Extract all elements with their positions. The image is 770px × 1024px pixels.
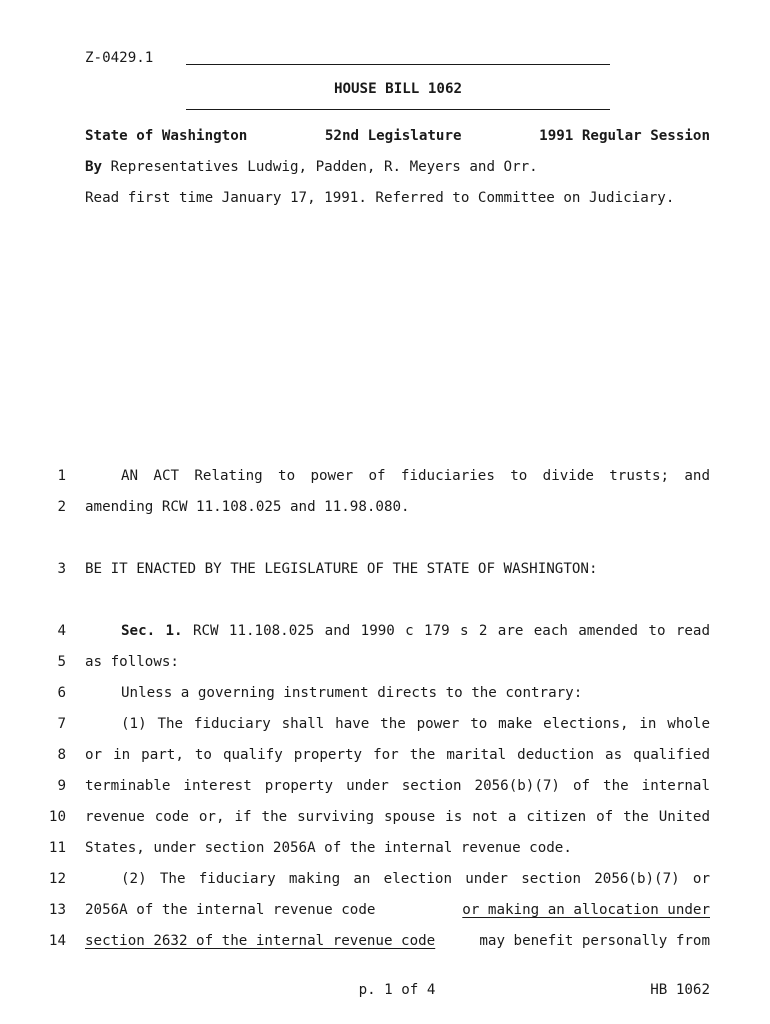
line-text: as follows:: [85, 654, 179, 670]
body-line: [85, 468, 710, 484]
header-rule-top: [186, 64, 610, 65]
session: 1991 Regular Session: [539, 128, 710, 144]
enacting-clause: BE IT ENACTED BY THE LEGISLATURE OF THE STATE OF WASHINGTON:: [85, 561, 598, 577]
body-line: [85, 623, 710, 639]
line-number: 6: [57, 685, 66, 701]
line-number: 1: [57, 468, 66, 484]
line-text: may benefit personally from: [479, 933, 710, 949]
section-label: Sec. 1.: [121, 623, 183, 639]
state-name: State of Washington: [85, 128, 248, 144]
sponsors-line: [85, 159, 538, 175]
line-text: amending RCW 11.108.025 and 11.98.080.: [85, 499, 410, 515]
line-number: 4: [57, 623, 66, 639]
read-first-line: Read first time January 17, 1991. Referred to Committee on Judiciary.: [85, 190, 675, 206]
line-text: (1) The fiduciary shall have the power to make elections, in whole: [121, 716, 710, 732]
body-line: [85, 716, 710, 732]
footer-bill-id: HB 1062: [650, 982, 710, 998]
inserted-text: section 2632 of the internal revenue code: [85, 933, 436, 949]
bill-title: HOUSE BILL 1062: [333, 81, 463, 97]
line-number: 8: [57, 747, 66, 763]
line-text: (2) The fiduciary making an election under section 2056(b)(7) or: [121, 871, 710, 887]
doc-code: Z-0429.1: [85, 50, 154, 66]
body-line: [85, 871, 710, 887]
body-line: [85, 685, 710, 701]
by-label: By: [85, 159, 103, 175]
line-text: RCW 11.108.025 and 1990 c 179 s 2 are each amended to read: [192, 623, 710, 639]
line-number: 11: [48, 840, 66, 856]
header-rule-bottom: [186, 109, 610, 110]
legislature: 52nd Legislature: [324, 128, 462, 144]
line-text: 2056A of the internal revenue code: [85, 902, 376, 918]
line-number: 12: [48, 871, 66, 887]
session-line: [85, 128, 710, 144]
line-number: 9: [57, 778, 66, 794]
line-number: 7: [57, 716, 66, 732]
line-text: States, under section 2056A of the internal revenue code.: [85, 840, 572, 856]
line-text: terminable interest property under section 2056(b)(7) of the internal: [85, 778, 710, 794]
inserted-text: or making an allocation under: [462, 902, 710, 918]
line-text: revenue code or, if the surviving spouse is not a citizen of the United: [85, 809, 710, 825]
line-text: Unless a governing instrument directs to the contrary:: [121, 685, 583, 701]
sponsors: Representatives Ludwig, Padden, R. Meyers and Orr.: [110, 159, 538, 175]
line-text: AN ACT Relating to power of fiduciaries to divide trusts; and: [121, 468, 710, 484]
line-number: 13: [48, 902, 66, 918]
line-number: 2: [57, 499, 66, 515]
line-number: 5: [57, 654, 66, 670]
line-number: 10: [48, 809, 66, 825]
line-text: or in part, to qualify property for the marital deduction as qualified: [85, 747, 710, 763]
page-number: p. 1 of 4: [358, 982, 436, 998]
line-number: 3: [57, 561, 66, 577]
line-number: 14: [48, 933, 66, 949]
